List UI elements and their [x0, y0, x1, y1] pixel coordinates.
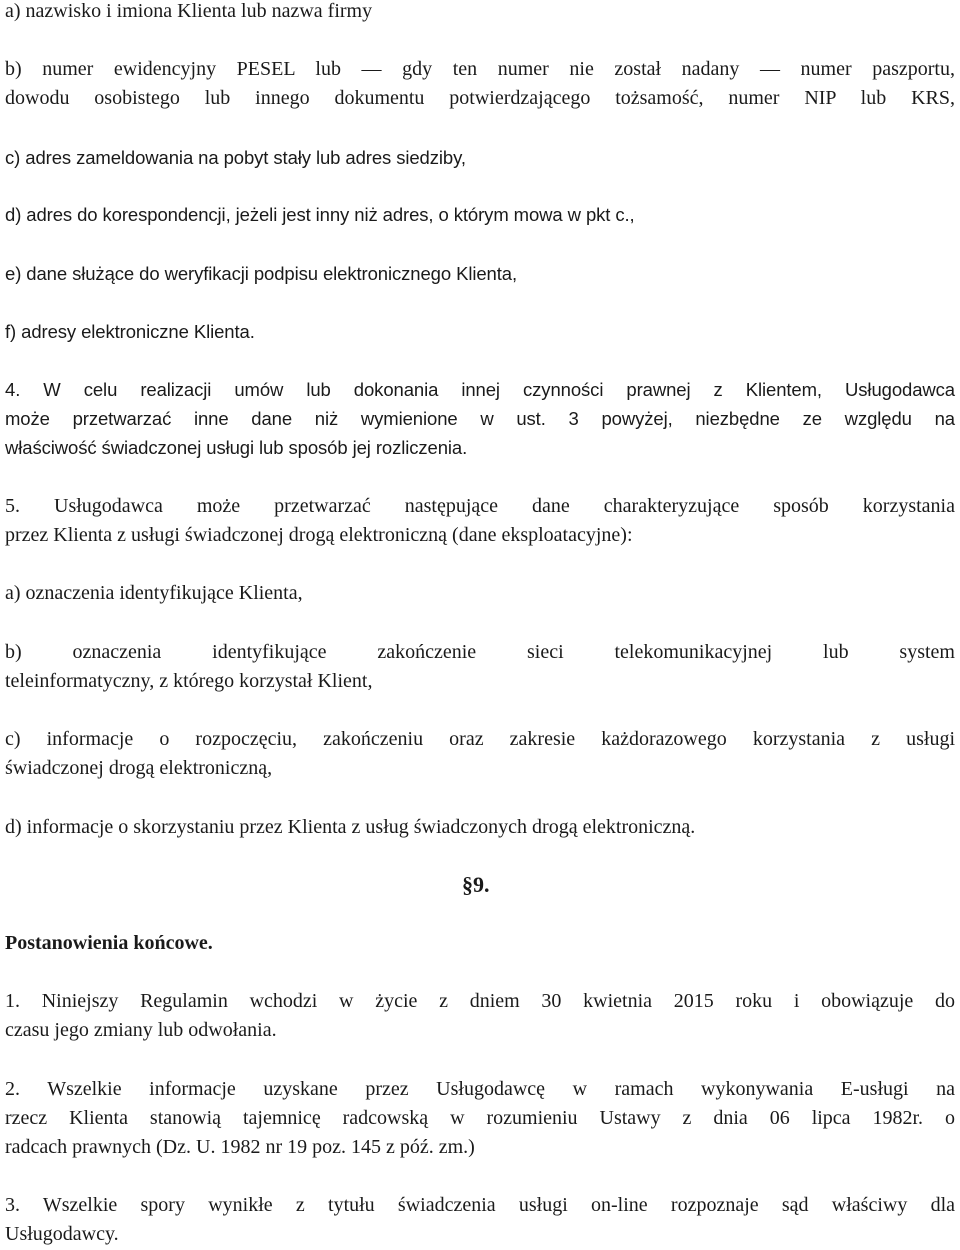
list-item-b-line1: b) numer ewidencyjny PESEL lub — gdy ten numer nie został nadany — numer paszportu, [5, 58, 955, 80]
list-item-d [5, 200, 955, 229]
final-point-2-line2: rzecz Klienta stanowią tajemnicę radcowską w rozumieniu Ustawy z dnia 06 lipca 1982r. o [5, 1107, 955, 1129]
point-5-line2: przez Klienta z usługi świadczonej drogą elektroniczną (dane eksploatacyjne): [5, 524, 633, 546]
final-point-1-line1: 1. Niniejszy Regulamin wchodzi w życie z dniem 30 kwietnia 2015 roku i obowiązuje do [5, 990, 955, 1012]
list-item-b [5, 55, 955, 113]
final-point-3-line1: 3. Wszelkie spory wynikłe z tytułu świadczenia usługi on-line rozpoznaje sąd właściwy dla [5, 1194, 955, 1216]
final-point-3-line2: Usługodawcy. [5, 1223, 119, 1245]
point-5-item-a-text: a) oznaczenia identyfikujące Klienta, [5, 582, 303, 604]
point-5-line1: 5. Usługodawca może przetwarzać następujące dane charakteryzujące sposób korzystania [5, 495, 955, 517]
point-5-item-d-text: d) informacje o skorzystaniu przez Klienta z usług świadczonych drogą elektroniczną. [5, 816, 696, 838]
list-item-e-text: e) dane służące do weryfikacji podpisu elektronicznego Klienta, [5, 263, 517, 284]
list-item-d-text: d) adres do korespondencji, jeżeli jest inny niż adres, o którym mowa w pkt c., [5, 204, 635, 225]
list-item-a [5, 0, 955, 26]
point-5-item-c-line2: świadczonej drogą elektroniczną, [5, 757, 273, 779]
final-point-2 [5, 1075, 955, 1162]
point-5-item-c-line1: c) informacje o rozpoczęciu, zakończeniu oraz zakresie każdorazowego korzystania z usługi [5, 728, 955, 750]
point-4-line1: 4. W celu realizacji umów lub dokonania innej czynności prawnej z Klientem, Usługodawca [5, 379, 955, 400]
final-point-2-line3: radcach prawnych (Dz. U. 1982 nr 19 poz. 145 z póź. zm.) [5, 1136, 475, 1158]
point-5-item-c [5, 725, 955, 783]
point-4-line2: może przetwarzać inne dane niż wymienione w ust. 3 powyżej, niezbędne ze względu na [5, 408, 955, 429]
section-title: Postanowienia końcowe. [5, 932, 213, 954]
list-item-f [5, 317, 955, 346]
list-item-f-text: f) adresy elektroniczne Klienta. [5, 321, 255, 342]
section-number: §9. [462, 872, 490, 897]
point-4 [5, 375, 955, 462]
list-item-c-text: c) adres zameldowania na pobyt stały lub adres siedziby, [5, 147, 466, 168]
point-5 [5, 492, 955, 550]
point-5-item-d [5, 813, 955, 842]
point-5-item-b-line1: b) oznaczenia identyfikujące zakończenie sieci telekomunikacyjnej lub system [5, 641, 955, 663]
list-item-a-text: a) nazwisko i imiona Klienta lub nazwa firmy [5, 0, 373, 22]
final-point-1 [5, 987, 955, 1045]
final-point-1-line2: czasu jego zmiany lub odwołania. [5, 1019, 277, 1041]
point-4-line3: właściwość świadczonej usługi lub sposób jej rozliczenia. [5, 437, 468, 458]
final-point-2-line1: 2. Wszelkie informacje uzyskane przez Usługodawcę w ramach wykonywania E-usługi na [5, 1078, 955, 1100]
list-item-b-line2: dowodu osobistego lub innego dokumentu potwierdzającego tożsamość, numer NIP lub KRS, [5, 87, 955, 109]
point-5-item-b-line2: teleinformatyczny, z którego korzystał Klient, [5, 670, 373, 692]
final-point-3 [5, 1191, 955, 1249]
list-item-c [5, 143, 955, 172]
point-5-item-a [5, 579, 955, 608]
list-item-e [5, 259, 955, 288]
point-5-item-b [5, 638, 955, 696]
